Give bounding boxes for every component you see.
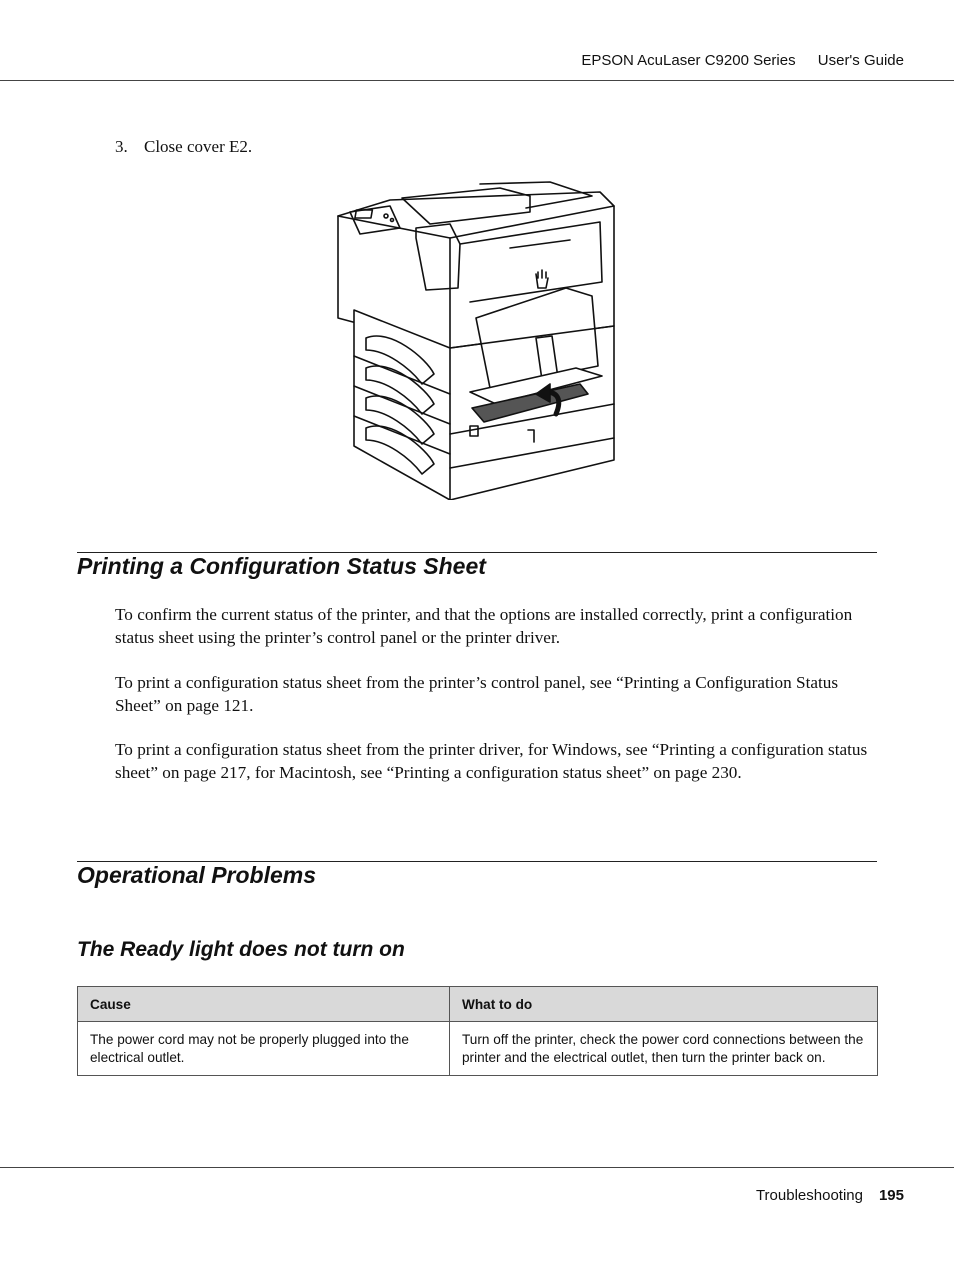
step-item bbox=[115, 137, 252, 157]
header-doc-type: User's Guide bbox=[817, 52, 904, 69]
cause-cell: The power cord may not be properly plugged into the electrical outlet. bbox=[78, 1022, 450, 1076]
paragraph: To print a configuration status sheet from the printer’s control panel, see “Printing a Configuration Status Sheet” on page 121. bbox=[115, 673, 839, 715]
paragraph: To print a configuration status sheet from the printer driver, for Windows, see “Printing a configuration status sheet” on page 217, for Macintosh, see “Printing a configuration status sheet” on page 230. bbox=[115, 740, 868, 782]
table-header-row bbox=[78, 987, 878, 1022]
section-heading-config-status: Printing a Configuration Status Sheet bbox=[77, 553, 486, 579]
table-row bbox=[78, 1022, 878, 1076]
footer-divider bbox=[0, 1167, 954, 1168]
header-divider bbox=[0, 80, 954, 81]
step-number: 3. bbox=[115, 137, 128, 156]
step-text: Close cover E2. bbox=[144, 137, 253, 156]
running-header bbox=[581, 52, 904, 69]
troubleshooting-table bbox=[77, 986, 878, 1076]
printer-illustration bbox=[330, 178, 620, 500]
footer-section: Troubleshooting bbox=[755, 1187, 863, 1204]
column-header-cause: Cause bbox=[78, 987, 450, 1022]
running-footer bbox=[756, 1187, 904, 1204]
section-heading-operational-problems: Operational Problems bbox=[77, 862, 317, 888]
header-product: EPSON AcuLaser C9200 Series bbox=[581, 52, 796, 69]
page-number: 195 bbox=[878, 1187, 904, 1204]
paragraph: To confirm the current status of the printer, and that the options are installed correctly, print a configuration status sheet using the printer’s control panel or the printer driver. bbox=[115, 605, 853, 647]
what-to-do-cell: Turn off the printer, check the power cord connections between the printer and the electrical outlet, then turn the printer back on. bbox=[450, 1022, 878, 1076]
column-header-what-to-do: What to do bbox=[450, 987, 878, 1022]
subsection-heading: The Ready light does not turn on bbox=[77, 938, 405, 961]
